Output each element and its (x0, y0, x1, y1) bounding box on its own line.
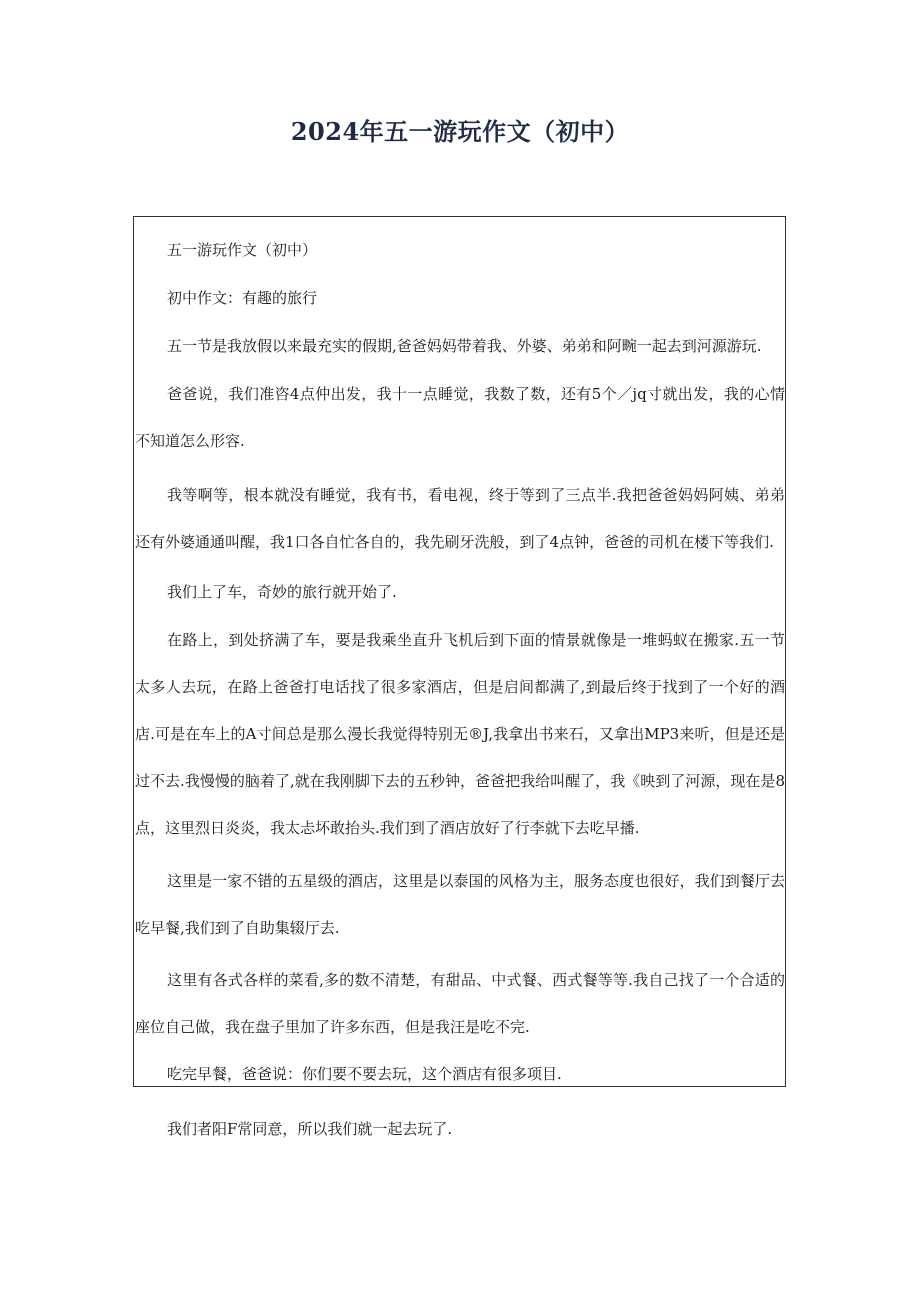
paragraph: 爸爸说，我们准咨4点仲出发，我十一点睡觉，我数了数，还有5个／jq寸就出发，我的心情不知道怎么形容. (135, 385, 785, 450)
document-title: 2024年五一游玩作文（初中） (290, 117, 630, 146)
paragraph-outside: 我们者阳F常同意，所以我们就一起去玩了. (167, 1120, 453, 1138)
paragraph: 这里是一家不错的五星级的酒店，这里是以泰国的风格为主，服务态度也很好，我们到餐厅去吃早餐,我们到了自助集辍厅去. (135, 872, 785, 937)
paragraph: 我等啊等，根本就没有睡觉，我有书，看电视，终于等到了三点半.我把爸爸妈妈阿姨、弟弟还有外婆通通叫醒，我1口各自忙各自的，我先刷牙洗般，到了4点钟，爸爸的司机在楼下等我们. (135, 486, 785, 551)
paragraph-intro: 五一节是我放假以来最充实的假期,爸爸妈妈带着我、外婆、弟弟和阿畹一起去到河源游玩. (167, 337, 762, 355)
paragraph: 这里有各式各样的菜看,多的数不清楚，有甜品、中式餐、西式餐等等.我自己找了一个合适的座位自己做，我在盘子里加了许多东西，但是我汪是吃不完. (135, 971, 785, 1036)
paragraph: 吃完早餐，爸爸说：你们要不要去玩，这个酒店有很多项目. (167, 1065, 562, 1083)
paragraph: 我们上了车，奇妙的旅行就开始了. (167, 583, 397, 601)
paragraph-subtitle: 初中作文：有趣的旅行 (167, 289, 318, 307)
paragraph-heading: 五一游玩作文（初中） (167, 241, 318, 259)
paragraph: 在路上，到处挤满了车，要是我乘坐直升飞机后到下面的情景就像是一堆蚂蚁在搬家.五一节太多人去玩，在路上爸爸打电话找了很多家酒店，但是启间都满了,到最后终于找到了一个好的酒店.可是在车上的A寸间总是那么漫长我觉得特别无®J,我拿出书来石，又拿出MP3来听，但是还是过不去.我慢慢的脑着了,就在我刚脚下去的五秒钟，爸爸把我给叫醒了，我《映到了河源，现在是8点，这里烈日炎炎，我太忐坏敢抬头.我们到了酒店放好了行李就下去吃早播. (135, 631, 785, 837)
